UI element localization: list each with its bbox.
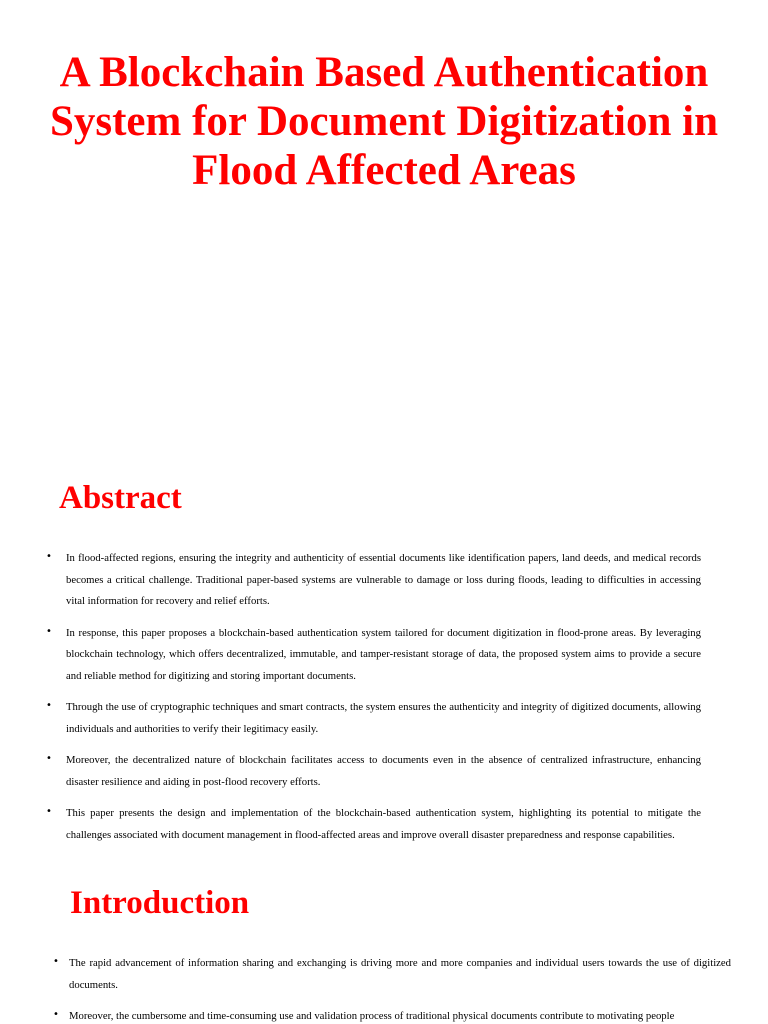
introduction-bullet-list xyxy=(53,953,731,1024)
bullet-icon: • xyxy=(46,700,52,711)
bullet-icon: • xyxy=(46,806,52,817)
bullet-icon: • xyxy=(53,1009,59,1020)
abstract-bullet-item xyxy=(46,750,701,793)
abstract-bullet-text: In flood-affected regions, ensuring the integrity and authenticity of essential documents like identification papers, land deeds, and medical records becomes a critical challenge. Traditional paper-based systems are vulnerable to damage or loss during floods, leading to difficulties in accessing vital information for recovery and relief efforts. xyxy=(66,552,701,607)
abstract-bullet-text: Through the use of cryptographic techniques and smart contracts, the system ensures the authenticity and integrity of digitized documents, allowing individuals and authorities to verify their legitimacy easily. xyxy=(66,701,701,735)
abstract-bullet-item xyxy=(46,697,701,740)
introduction-bullet-text: The rapid advancement of information sharing and exchanging is driving more and more companies and individual users towards the use of digitized documents. xyxy=(69,957,731,991)
abstract-heading: Abstract xyxy=(59,480,182,516)
abstract-bullet-item xyxy=(46,548,701,613)
abstract-bullet-text: In response, this paper proposes a blockchain-based authentication system tailored for document digitization in flood-prone areas. By leveraging blockchain technology, which offers decentralized, immutable, and tamper-resistant storage of data, the proposed system aims to provide a secure and reliable method for digitizing and storing important documents. xyxy=(66,626,701,682)
bullet-icon: • xyxy=(46,753,52,764)
introduction-bullet-item xyxy=(53,1006,731,1024)
abstract-bullet-text: Moreover, the decentralized nature of blockchain facilitates access to documents even in the absence of centralized infrastructure, enhancing disaster resilience and aiding in post-flood recovery efforts. xyxy=(66,754,701,788)
introduction-bullet-text: Moreover, the cumbersome and time-consuming use and validation process of traditional physical documents contribute to motivating people xyxy=(69,1010,675,1022)
bullet-icon: • xyxy=(53,956,59,967)
document-title: A Blockchain Based Authentication System for Document Digitization in Flood Affected Areas xyxy=(49,49,719,194)
bullet-icon: • xyxy=(46,551,52,562)
abstract-bullet-list xyxy=(46,548,701,856)
introduction-bullet-item xyxy=(53,953,731,996)
abstract-bullet-item xyxy=(46,623,701,688)
introduction-heading: Introduction xyxy=(70,885,250,921)
abstract-bullet-text: This paper presents the design and implementation of the blockchain-based authentication system, highlighting its potential to mitigate the challenges associated with document management in flood-affected areas and improve overall disaster preparedness and response capabilities. xyxy=(66,807,701,841)
abstract-bullet-item xyxy=(46,803,701,846)
bullet-icon: • xyxy=(46,625,52,637)
